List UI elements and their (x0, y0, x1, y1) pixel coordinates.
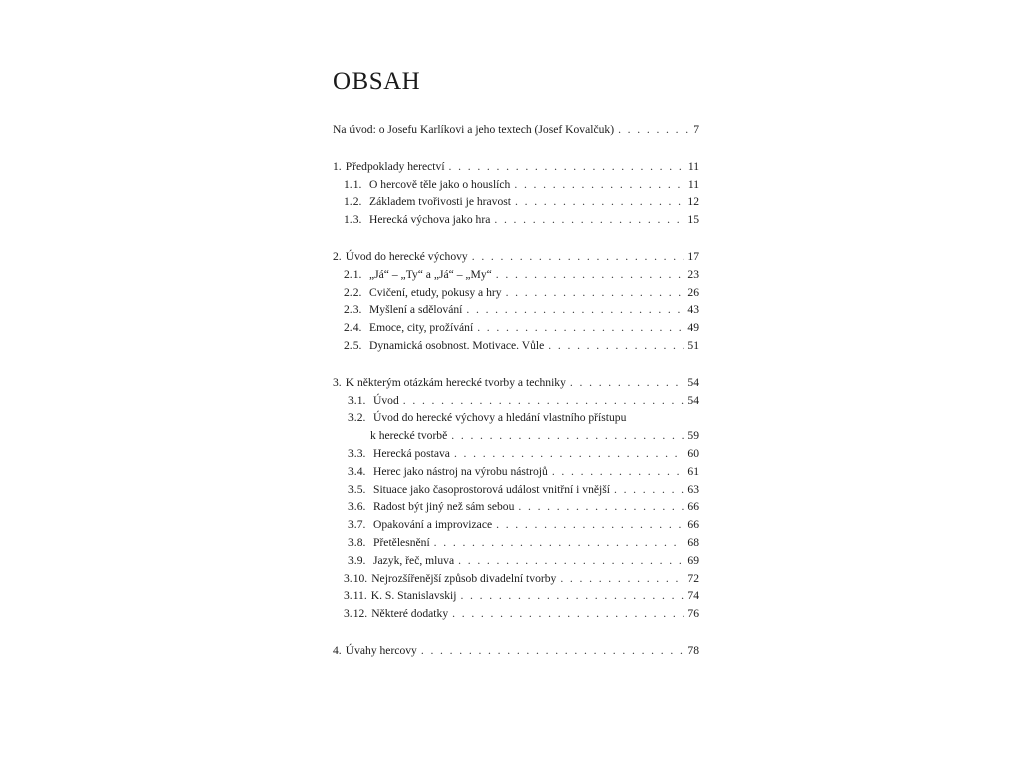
toc-leader-dots (552, 463, 685, 481)
toc-leader-dots (452, 605, 684, 623)
toc-entry-3-11 (333, 587, 699, 605)
toc-intro (333, 121, 699, 139)
toc-page-number: 61 (687, 464, 699, 478)
toc-entry-2 (333, 248, 699, 266)
toc-entry-label: Úvahy hercovy (345, 643, 417, 657)
toc-entry-label: Přetělesnění (373, 535, 430, 549)
page-title: OBSAH (333, 68, 421, 95)
toc-entry-number: 2.3. (344, 303, 362, 317)
toc-page-number: 66 (687, 500, 699, 514)
toc-leader-dots (518, 498, 684, 516)
toc-page (333, 64, 699, 679)
toc-entry-label: Nejrozšířenější způsob divadelní tvorby (371, 571, 557, 585)
toc-leader-dots (451, 427, 684, 445)
toc-entry-3-4 (333, 463, 699, 481)
toc-entry-label: Herecká výchova jako hra (369, 213, 491, 227)
toc-entry-label: Opakování a improvizace (373, 518, 493, 532)
toc-entry-label: Úvod do herecké výchovy a hledání vlastního přístupu (373, 411, 627, 425)
toc-entry-3-5 (333, 481, 699, 499)
toc-entry-number: 3.2. (348, 411, 366, 425)
toc-page-number: 78 (687, 643, 699, 657)
toc-entry-number: 3.10. (344, 571, 368, 585)
toc-entry-label: Emoce, city, prožívání (369, 321, 474, 335)
toc-entry-label: Úvod do herecké výchovy (345, 249, 468, 263)
toc-entry-1-3 (333, 211, 699, 229)
toc-page-number: 54 (687, 375, 699, 389)
toc-entry-number: 3.4. (348, 464, 366, 478)
toc-leader-dots (403, 392, 685, 410)
toc-entry-label: Myšlení a sdělování (369, 303, 463, 317)
toc-entry-label-continued: k herecké tvorbě (370, 429, 448, 443)
toc-page-number: 51 (687, 338, 699, 352)
toc-entry-number: 3.3. (348, 446, 366, 460)
toc-entry-label: Herec jako nástroj na výrobu nástrojů (373, 464, 548, 478)
toc-entry-number: 2.5. (344, 338, 362, 352)
toc-leader-dots (560, 570, 684, 588)
toc-entry-1 (333, 158, 699, 176)
toc-entry-3-10 (333, 570, 699, 588)
toc-entry-number: 3.11. (344, 589, 367, 603)
toc-entry-number: 1.1. (344, 177, 362, 191)
toc-entry-4 (333, 642, 699, 660)
toc-leader-dots (496, 266, 685, 284)
toc-entry-label: Základem tvořivosti je hravost (369, 195, 511, 209)
toc-page-number: 23 (687, 267, 699, 281)
toc-page-number: 69 (687, 553, 699, 567)
toc-entry-2-3 (333, 301, 699, 319)
toc-page-number: 66 (687, 518, 699, 532)
toc-leader-dots (421, 642, 685, 660)
toc-page-number: 7 (693, 123, 699, 136)
toc-entry-1-1 (333, 176, 699, 194)
toc-page-number: 59 (687, 429, 699, 443)
toc-leader-dots (466, 301, 684, 319)
toc-page-number: 15 (687, 213, 699, 227)
toc-page-number: 49 (687, 321, 699, 335)
toc-entry-label: Herecká postava (373, 446, 450, 460)
toc-entry-label: Jazyk, řeč, mluva (373, 553, 455, 567)
toc-entry-label: Na úvod: o Josefu Karlíkovi a jeho textech (Josef Kovalčuk) (333, 123, 615, 136)
toc-leader-dots (477, 319, 684, 337)
toc-section-3 (333, 374, 699, 623)
toc-entry-3-3 (333, 445, 699, 463)
toc-entry-number: 4. (333, 643, 342, 657)
toc-entry-3-2-continued (333, 427, 699, 445)
toc-leader-dots (460, 587, 684, 605)
toc-entry-1-2 (333, 193, 699, 211)
toc-entry-number: 1.3. (344, 213, 362, 227)
toc-entry-3-7 (333, 516, 699, 534)
toc-leader-dots (618, 121, 690, 139)
toc-section-1 (333, 158, 699, 229)
toc-entry-number: 1.2. (344, 195, 362, 209)
toc-entry-number: 1. (333, 159, 342, 173)
toc-leader-dots (449, 158, 685, 176)
toc-page-number: 43 (687, 303, 699, 317)
toc-entry-number: 3.8. (348, 535, 366, 549)
toc-entry-2-4 (333, 319, 699, 337)
toc-entry-number: 2.1. (344, 267, 362, 281)
toc-leader-dots (454, 445, 684, 463)
toc-entry-3-2 (333, 409, 699, 427)
toc-entry-label: K některým otázkám herecké tvorby a techniky (345, 375, 566, 389)
toc-entry-number: 3.7. (348, 518, 366, 532)
toc-leader-dots (458, 552, 684, 570)
toc-entry-intro (333, 121, 699, 139)
toc-entry-number: 3.1. (348, 393, 366, 407)
toc-leader-dots (434, 534, 685, 552)
toc-entry-number: 3.5. (348, 482, 366, 496)
toc-entry-label: Úvod (373, 393, 399, 407)
toc-entry-label: Některé dodatky (371, 607, 449, 621)
toc-entry-number: 2.4. (344, 321, 362, 335)
toc-entry-label: Situace jako časoprostorová událost vnitřní i vnější (373, 482, 610, 496)
toc-entry-label: Předpoklady herectví (345, 159, 445, 173)
toc-leader-dots (514, 176, 684, 194)
toc-page-number: 26 (687, 285, 699, 299)
toc-section-2 (333, 248, 699, 355)
toc-leader-dots (494, 211, 684, 229)
toc-entry-label: Dynamická osobnost. Motivace. Vůle (369, 338, 545, 352)
toc-leader-dots (548, 337, 684, 355)
toc-entry-2-1 (333, 266, 699, 284)
toc-entry-number: 3.9. (348, 553, 366, 567)
toc-entry-3-8 (333, 534, 699, 552)
toc-leader-dots (496, 516, 684, 534)
toc-page-number: 76 (687, 607, 699, 621)
toc-page-number: 74 (687, 589, 699, 603)
table-of-contents (333, 121, 699, 660)
toc-entry-number: 2. (333, 249, 342, 263)
toc-entry-number: 3.12. (344, 607, 368, 621)
toc-entry-number: 3. (333, 375, 342, 389)
toc-entry-label: Cvičení, etudy, pokusy a hry (369, 285, 502, 299)
toc-page-number: 68 (687, 535, 699, 549)
toc-entry-label: K. S. Stanislavskij (370, 589, 457, 603)
toc-entry-3 (333, 374, 699, 392)
toc-leader-dots (472, 248, 685, 266)
toc-entry-3-6 (333, 498, 699, 516)
toc-page-number: 54 (687, 393, 699, 407)
toc-page-number: 17 (687, 249, 699, 263)
toc-entry-label: Radost být jiný než sám sebou (373, 500, 515, 514)
toc-section-4 (333, 642, 699, 660)
toc-entry-label: O hercově těle jako o houslích (369, 177, 511, 191)
toc-entry-number: 2.2. (344, 285, 362, 299)
toc-entry-2-2 (333, 284, 699, 302)
toc-leader-dots (570, 374, 685, 392)
toc-page-number: 12 (687, 195, 699, 209)
toc-entry-3-12 (333, 605, 699, 623)
toc-entry-3-1 (333, 392, 699, 410)
toc-entry-2-5 (333, 337, 699, 355)
toc-page-number: 63 (687, 482, 699, 496)
toc-leader-dots (506, 284, 685, 302)
toc-entry-label: „Já“ – „Ty“ a „Já“ – „My“ (369, 267, 492, 281)
toc-leader-dots (614, 481, 684, 499)
toc-page-number: 60 (687, 446, 699, 460)
toc-page-number: 72 (687, 571, 699, 585)
toc-page-number: 11 (687, 177, 699, 191)
toc-entry-3-9 (333, 552, 699, 570)
toc-leader-dots (515, 193, 684, 211)
toc-entry-number: 3.6. (348, 500, 366, 514)
toc-page-number: 11 (687, 159, 699, 173)
